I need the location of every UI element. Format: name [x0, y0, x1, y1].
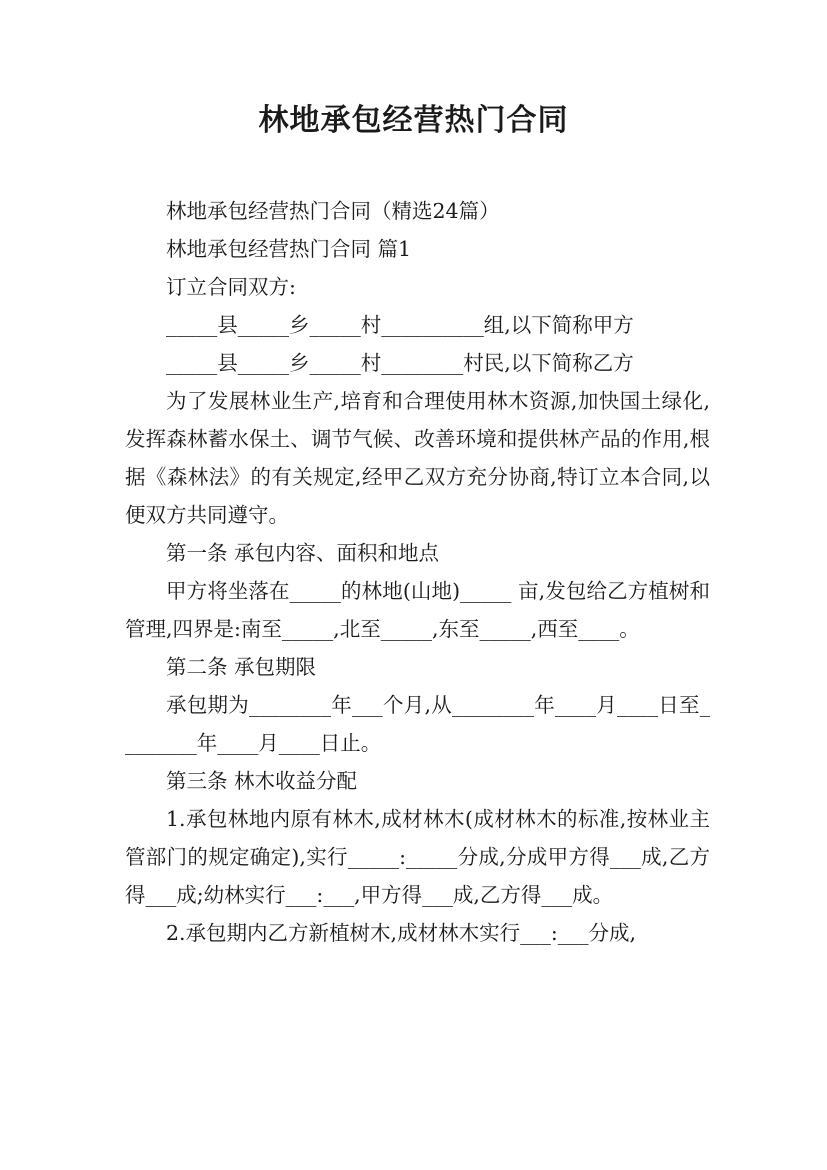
paragraph-article-2-heading: 第二条 承包期限 [166, 655, 317, 679]
paragraph-article-1-heading: 第一条 承包内容、面积和地点 [166, 541, 440, 565]
paragraph-party-b: _____县_____乡_____村________村民,以下简称乙方 [166, 351, 634, 375]
paragraph-doc-heading: 林地承包经营热门合同（精选24篇） [166, 199, 500, 223]
paragraph-article-3-heading: 第三条 林木收益分配 [166, 769, 358, 793]
paragraph-party-a: _____县_____乡_____村__________组,以下简称甲方 [166, 313, 634, 337]
paragraph-article-1-body: 甲方将坐落在_____的林地(山地)_____ 亩,发包给乙方植树和管理,四界是:南至_____,北至_____,东至_____,西至____。 [125, 579, 710, 641]
paragraph-article-3-item-1: 1.承包林地内原有林木,成材林木(成材林木的标准,按林业主管部门的规定确定),实行_____:_____分成,分成甲方得___成,乙方得___成;幼林实行___:___,甲方得___成,乙方得___成。 [125, 807, 710, 907]
document-title: 林地承包经营热门合同 [258, 103, 569, 138]
paragraph-parties-label: 订立合同双方: [166, 275, 296, 299]
paragraph-article-number: 林地承包经营热门合同 篇1 [166, 237, 412, 261]
paragraph-article-2-body: 承包期为________年___个月,从________年____月____日至________年____月____日止。 [125, 693, 710, 755]
document-body [125, 192, 710, 952]
paragraph-article-3-item-2: 2.承包期内乙方新植树木,成材林木实行___:___分成, [166, 921, 636, 945]
paragraph-preamble: 为了发展林业生产,培育和合理使用林木资源,加快国土绿化,发挥森林蓄水保土、调节气候、改善环境和提供林产品的作用,根据《森林法》的有关规定,经甲乙双方充分协商,特订立本合同,以便双方共同遵守。 [125, 389, 710, 527]
